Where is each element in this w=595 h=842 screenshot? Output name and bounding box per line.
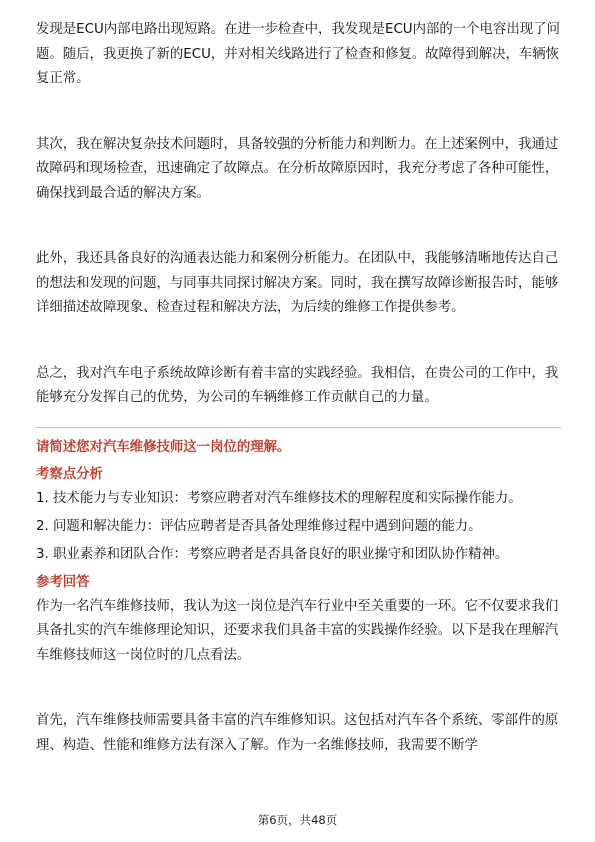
analysis-item: 1. 技术能力与专业知识：考察应聘者对汽车维修技术的理解程度和实际操作能力。 xyxy=(36,490,522,506)
body-paragraph: 此外，我还具备良好的沟通表达能力和案例分析能力。在团队中，我能够清晰地传达自己的想法和发现的问题，与同事共同探讨解决方案。同时，我在撰写故障诊断报告时，能够详细描述故障现象、检查过程和解决方法，为后续的维修工作提供参考。 xyxy=(36,251,559,315)
analysis-heading: 考察点分析 xyxy=(36,466,103,482)
body-paragraph: 总之，我对汽车电子系统故障诊断有着丰富的实践经验。我相信，在贵公司的工作中，我能够充分发挥自己的优势，为公司的车辆维修工作贡献自己的力量。 xyxy=(36,365,559,405)
reference-heading: 参考回答 xyxy=(36,574,90,590)
analysis-item: 3. 职业素养和团队合作：考察应聘者是否具备良好的职业操守和团队协作精神。 xyxy=(36,546,509,562)
page-number-footer: 第6页，共48页 xyxy=(257,813,338,827)
page-content xyxy=(36,18,561,799)
analysis-item: 2. 问题和解决能力：评估应聘者是否具备处理维修过程中遇到问题的能力。 xyxy=(36,518,482,534)
section-divider xyxy=(36,427,561,428)
body-paragraph: 发现是ECU内部电路出现短路。在进一步检查中，我发现是ECU内部的一个电容出现了问题。随后，我更换了新的ECU，并对相关线路进行了检查和修复。故障得到解决，车辆恢复正常。 xyxy=(36,22,560,86)
reference-paragraph: 作为一名汽车维修技师，我认为这一岗位是汽车行业中至关重要的一环。它不仅要求我们具备扎实的汽车维修理论知识，还要求我们具备丰富的实践操作经验。以下是我在理解汽车维修技师这一岗位时的几点看法。 xyxy=(36,598,559,663)
body-paragraph: 其次，我在解决复杂技术问题时，具备较强的分析能力和判断力。在上述案例中，我通过故障码和现场检查，迅速确定了故障点。在分析故障原因时，我充分考虑了各种可能性，确保找到最合适的解决方案。 xyxy=(36,136,559,201)
question-heading: 请简述您对汽车维修技师这一岗位的理解。 xyxy=(36,439,291,455)
reference-paragraph: 首先，汽车维修技师需要具备丰富的汽车维修知识。这包括对汽车各个系统、零部件的原理、构造、性能和维修方法有深入了解。作为一名维修技师，我需要不断学 xyxy=(36,713,559,753)
